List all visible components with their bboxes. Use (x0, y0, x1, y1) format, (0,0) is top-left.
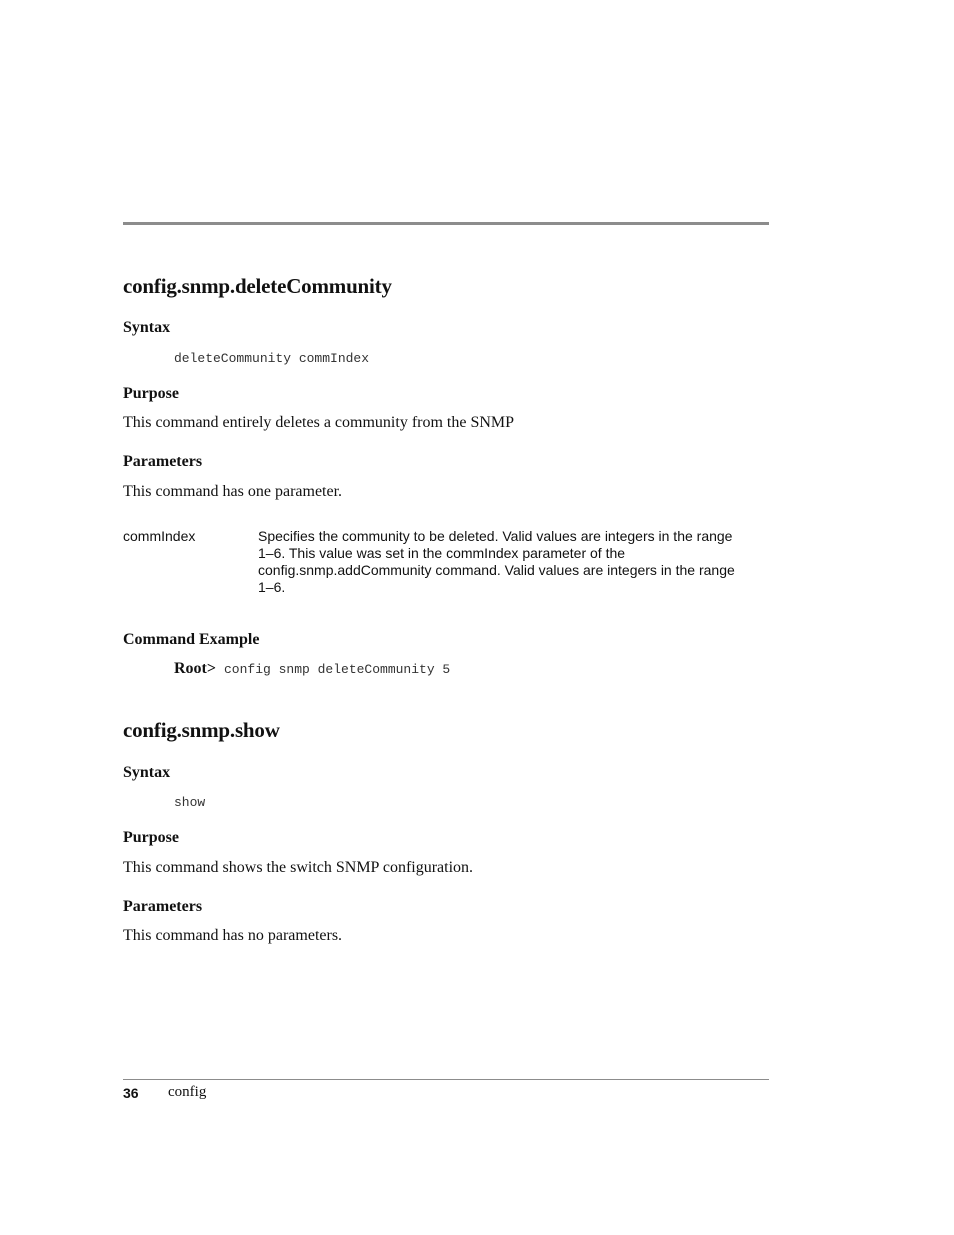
command-example-code: config snmp deleteCommunity 5 (224, 662, 451, 677)
page-number: 36 (123, 1085, 139, 1101)
parameters-heading: Parameters (123, 898, 203, 915)
param-description-commindex (258, 528, 748, 596)
syntax-heading: Syntax (123, 764, 171, 781)
purpose-heading: Purpose (123, 385, 179, 402)
param-description-line: 1–6. (258, 579, 286, 595)
syntax-heading: Syntax (123, 319, 171, 336)
command-prompt: Root> (174, 660, 216, 677)
command-example-heading: Command Example (123, 631, 260, 648)
syntax-code: deleteCommunity commIndex (174, 351, 370, 366)
purpose-text: This command shows the switch SNMP configuration. (123, 859, 474, 876)
footer-chapter-label: config (168, 1084, 207, 1100)
section-title-delete-community: config.snmp.deleteCommunity (123, 274, 392, 298)
parameters-heading: Parameters (123, 453, 203, 470)
header-rule (123, 222, 769, 225)
syntax-code: show (174, 795, 206, 810)
parameters-text: This command has one parameter. (123, 483, 343, 500)
footer-rule (123, 1079, 769, 1080)
command-example (174, 660, 450, 678)
purpose-text: This command entirely deletes a community from the SNMP (123, 414, 515, 431)
purpose-heading: Purpose (123, 829, 179, 846)
section-title-show: config.snmp.show (123, 718, 280, 742)
param-description-line: Specifies the community to be deleted. Valid values are integers in the range (258, 528, 733, 544)
param-description-line: config.snmp.addCommunity command. Valid values are integers in the range (258, 562, 735, 578)
param-description-line: 1–6. This value was set in the commIndex parameter of the (258, 545, 626, 561)
param-name-commindex: commIndex (123, 528, 196, 544)
parameters-text: This command has no parameters. (123, 927, 343, 944)
